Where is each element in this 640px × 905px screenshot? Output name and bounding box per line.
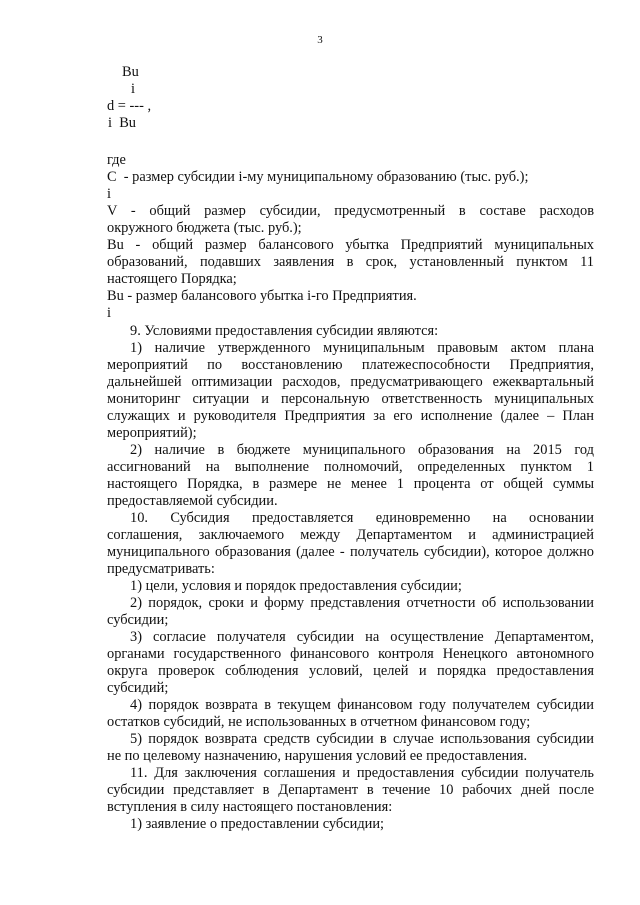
definition-bu-line2: образований, подавших заявления в срок, установленный пунктом 11 [107, 254, 594, 270]
formula-fraction: d = --- , [107, 98, 152, 114]
paragraph-line: 2) порядок, сроки и форму представления отчетности об использовании [130, 595, 594, 611]
formula-numerator-subscript: i [131, 81, 135, 97]
where-label: где [107, 152, 126, 168]
paragraph-line: дальнейшей оптимизации расходов, предусматривающего ежеквартальный [107, 374, 594, 390]
paragraph-line: 2) наличие в бюджете муниципального образования на 2015 год [130, 442, 594, 458]
paragraph-line: не по целевому назначению, нарушения условий ее предоставления. [107, 748, 528, 764]
paragraph-line: настоящего Порядка, в размере не менее 1 процента от общей суммы [107, 476, 594, 492]
definition-bui-subscript: i [107, 305, 111, 321]
paragraph-line: муниципального образования (далее - получатель субсидии), которое должно [107, 544, 594, 560]
paragraph-line: субсидии представляет в Департамент в течение 10 рабочих дней после [107, 782, 594, 798]
paragraph-line: 10. Субсидия предоставляется единовременно на основании [130, 510, 594, 526]
paragraph-line: 1) цели, условия и порядок предоставления субсидии; [130, 578, 462, 594]
definition-bui: Bu - размер балансового убытка i-го Предприятия. [107, 288, 417, 304]
paragraph-line: округа проверок соблюдения условий, целей и порядка предоставления [107, 663, 594, 679]
formula-numerator: Bu [122, 64, 139, 80]
paragraph-line: служащих и руководителя Предприятия за его исполнение (далее – План [107, 408, 594, 424]
paragraph-line: мониторинг ситуации и персональную ответственность муниципальных [107, 391, 594, 407]
formula-denominator: i Bu [108, 115, 136, 131]
paragraph-line: мероприятий по восстановлению платежеспособности Предприятия, [107, 357, 594, 373]
paragraph-line: 1) наличие утвержденного муниципальным правовым актом плана [130, 340, 594, 356]
paragraph-line: ассигнований на выполнение полномочий, определенных пунктом 1 [107, 459, 594, 475]
paragraph-line: предусматривать: [107, 561, 215, 577]
paragraph-line: 1) заявление о предоставлении субсидии; [130, 816, 385, 832]
definition-c-subscript: i [107, 186, 111, 202]
definition-v-line1: V - общий размер субсидии, предусмотренный в составе расходов [107, 203, 594, 219]
paragraph-line: вступления в силу настоящего постановления: [107, 799, 393, 815]
paragraph-line: соглашения, заключаемого между Департаментом и администрацией [107, 527, 594, 543]
paragraph-line: 9. Условиями предоставления субсидии являются: [130, 323, 439, 339]
paragraph-line: органами государственного финансового контроля Ненецкого автономного [107, 646, 594, 662]
paragraph-line: 5) порядок возврата средств субсидии в случае использования субсидии [130, 731, 594, 747]
paragraph-line: предоставляемой субсидии. [107, 493, 278, 509]
paragraph-line: 4) порядок возврата в текущем финансовом году получателем субсидии [130, 697, 594, 713]
paragraph-line: мероприятий); [107, 425, 197, 441]
paragraph-line: 11. Для заключения соглашения и предоставления субсидии получатель [130, 765, 594, 781]
definition-v-line2: окружного бюджета (тыс. руб.); [107, 220, 302, 236]
definition-bu-line1: Bu - общий размер балансового убытка Предприятий муниципальных [107, 237, 594, 253]
definition-c: С - размер субсидии i-му муниципальному образованию (тыс. руб.); [107, 169, 529, 185]
paragraph-line: субсидий; [107, 680, 169, 696]
paragraph-line: субсидии; [107, 612, 169, 628]
paragraph-line: 3) согласие получателя субсидии на осуществление Департаментом, [130, 629, 594, 645]
paragraph-line: остатков субсидий, не использованных в отчетном финансовом году; [107, 714, 531, 730]
page-number: 3 [317, 34, 323, 46]
definition-bu-line3: настоящего Порядка; [107, 271, 237, 287]
